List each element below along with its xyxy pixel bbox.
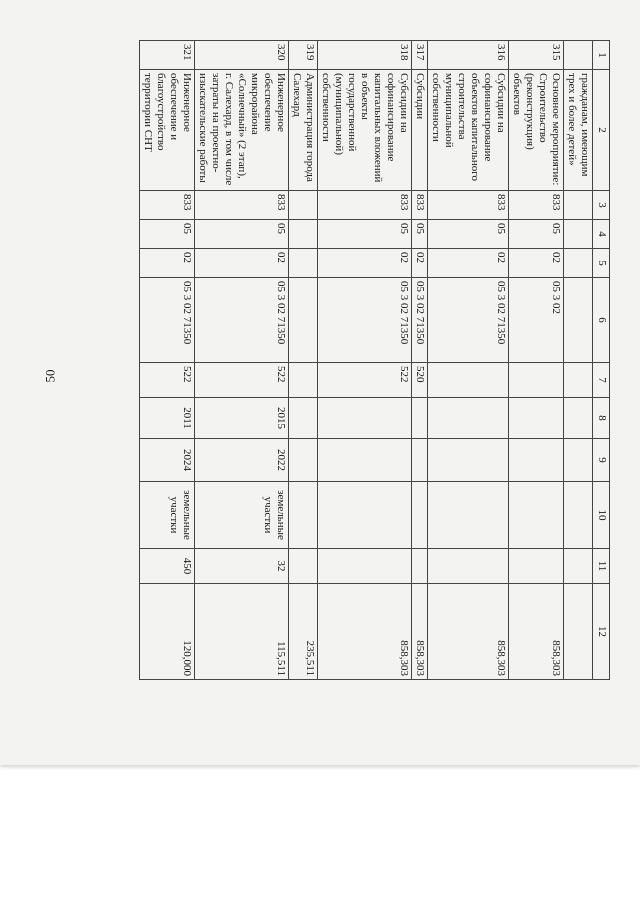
cell bbox=[428, 439, 509, 482]
row-name: Основное мероприятие: Строительство (реконструкция) объектов bbox=[509, 70, 564, 191]
cell bbox=[289, 363, 318, 398]
cell: 05 3 02 71350 bbox=[412, 278, 428, 363]
cell: 522 bbox=[318, 363, 412, 398]
cell bbox=[289, 482, 318, 549]
table-row bbox=[412, 41, 428, 680]
row-number: 318 bbox=[318, 41, 412, 70]
table-row bbox=[428, 41, 509, 680]
cell bbox=[412, 482, 428, 549]
header-cell: 9 bbox=[593, 439, 610, 482]
cell: 833 bbox=[195, 191, 289, 220]
amount-cell: 858,303 bbox=[428, 584, 509, 680]
table-header-row bbox=[593, 41, 610, 680]
cell bbox=[412, 398, 428, 439]
budget-table bbox=[139, 40, 610, 680]
cell: 05 bbox=[140, 220, 195, 249]
cell: земельные участки bbox=[140, 482, 195, 549]
header-cell: 6 bbox=[593, 278, 610, 363]
cell bbox=[564, 482, 593, 549]
cell: 05 3 02 71350 bbox=[195, 278, 289, 363]
cell bbox=[318, 549, 412, 584]
header-cell: 12 bbox=[593, 584, 610, 680]
cell bbox=[564, 363, 593, 398]
table-row bbox=[140, 41, 195, 680]
cell bbox=[428, 549, 509, 584]
cell: 02 bbox=[318, 249, 412, 278]
cell: 522 bbox=[140, 363, 195, 398]
amount-cell: 858,303 bbox=[509, 584, 564, 680]
cell bbox=[289, 398, 318, 439]
header-cell: 2 bbox=[593, 70, 610, 191]
cell bbox=[564, 549, 593, 584]
cell: 05 3 02 71350 bbox=[318, 278, 412, 363]
cell bbox=[289, 439, 318, 482]
header-cell: 5 bbox=[593, 249, 610, 278]
cell bbox=[428, 482, 509, 549]
cell: 450 bbox=[140, 549, 195, 584]
amount-cell: 235,511 bbox=[289, 584, 318, 680]
cell bbox=[564, 220, 593, 249]
cell: 2011 bbox=[140, 398, 195, 439]
amount-cell: 858,303 bbox=[412, 584, 428, 680]
row-number: 319 bbox=[289, 41, 318, 70]
row-number: 316 bbox=[428, 41, 509, 70]
cell bbox=[564, 249, 593, 278]
cell: 2024 bbox=[140, 439, 195, 482]
cell: 02 bbox=[412, 249, 428, 278]
row-number: 317 bbox=[412, 41, 428, 70]
cell bbox=[509, 549, 564, 584]
cell bbox=[509, 482, 564, 549]
rotated-table-wrapper bbox=[110, 40, 610, 680]
cell: 833 bbox=[140, 191, 195, 220]
table-row bbox=[195, 41, 289, 680]
cell bbox=[412, 439, 428, 482]
cell: 05 bbox=[318, 220, 412, 249]
header-cell: 8 bbox=[593, 398, 610, 439]
cell: 833 bbox=[428, 191, 509, 220]
cell: 05 bbox=[412, 220, 428, 249]
cell: 2022 bbox=[195, 439, 289, 482]
cell: 05 bbox=[195, 220, 289, 249]
cell bbox=[509, 439, 564, 482]
row-number: 315 bbox=[509, 41, 564, 70]
cell bbox=[289, 278, 318, 363]
cell bbox=[428, 363, 509, 398]
cell: 02 bbox=[509, 249, 564, 278]
row-name: Администрация города Салехард bbox=[289, 70, 318, 191]
cell bbox=[509, 398, 564, 439]
cell: земельные участки bbox=[195, 482, 289, 549]
cell bbox=[564, 191, 593, 220]
table-row bbox=[318, 41, 412, 680]
amount-cell: 858,303 bbox=[318, 584, 412, 680]
cell bbox=[564, 278, 593, 363]
row-name: Субсидии на софинансирование капитальных вложений в объекты государственной (муниципальной) собственности bbox=[318, 70, 412, 191]
table-row bbox=[509, 41, 564, 680]
row-number bbox=[564, 41, 593, 70]
cell: 833 bbox=[509, 191, 564, 220]
cell: 02 bbox=[428, 249, 509, 278]
cell bbox=[564, 439, 593, 482]
cell: 833 bbox=[412, 191, 428, 220]
page-number: 50 bbox=[42, 369, 58, 383]
cell: 05 3 02 71350 bbox=[428, 278, 509, 363]
cell bbox=[318, 439, 412, 482]
header-cell: 1 bbox=[593, 41, 610, 70]
cell bbox=[412, 549, 428, 584]
amount-cell: 120,000 bbox=[140, 584, 195, 680]
cell: 02 bbox=[195, 249, 289, 278]
cell bbox=[289, 220, 318, 249]
row-name: гражданам, имеющим трех и более детей» bbox=[564, 70, 593, 191]
cell bbox=[318, 398, 412, 439]
cell bbox=[564, 398, 593, 439]
row-name: Субсидии bbox=[412, 70, 428, 191]
cell: 520 bbox=[412, 363, 428, 398]
row-number: 321 bbox=[140, 41, 195, 70]
header-cell: 3 bbox=[593, 191, 610, 220]
cell: 05 bbox=[428, 220, 509, 249]
cell: 2015 bbox=[195, 398, 289, 439]
cell bbox=[509, 363, 564, 398]
cell: 522 bbox=[195, 363, 289, 398]
cell: 833 bbox=[318, 191, 412, 220]
table-row bbox=[564, 41, 593, 680]
amount-cell bbox=[564, 584, 593, 680]
row-number: 320 bbox=[195, 41, 289, 70]
cell bbox=[289, 249, 318, 278]
cell bbox=[428, 398, 509, 439]
table-row bbox=[289, 41, 318, 680]
cell bbox=[318, 482, 412, 549]
cell: 05 3 02 71350 bbox=[140, 278, 195, 363]
row-name: Субсидии на софинансирование объектов капитального строительства муниципальной собственности bbox=[428, 70, 509, 191]
header-cell: 11 bbox=[593, 549, 610, 584]
cell: 32 bbox=[195, 549, 289, 584]
header-cell: 4 bbox=[593, 220, 610, 249]
cell: 05 bbox=[509, 220, 564, 249]
cell bbox=[289, 191, 318, 220]
cell: 05 3 02 bbox=[509, 278, 564, 363]
amount-cell: 115,511 bbox=[195, 584, 289, 680]
row-name: Инженерное обеспечение микрорайона «Солнечный» (2 этап), г. Салехард, в том числе затраты на проектно-изыскательские работы bbox=[195, 70, 289, 191]
row-name: Инженерное обеспечение и благоустройство территории СНТ bbox=[140, 70, 195, 191]
cell: 02 bbox=[140, 249, 195, 278]
header-cell: 10 bbox=[593, 482, 610, 549]
header-cell: 7 bbox=[593, 363, 610, 398]
cell bbox=[289, 549, 318, 584]
